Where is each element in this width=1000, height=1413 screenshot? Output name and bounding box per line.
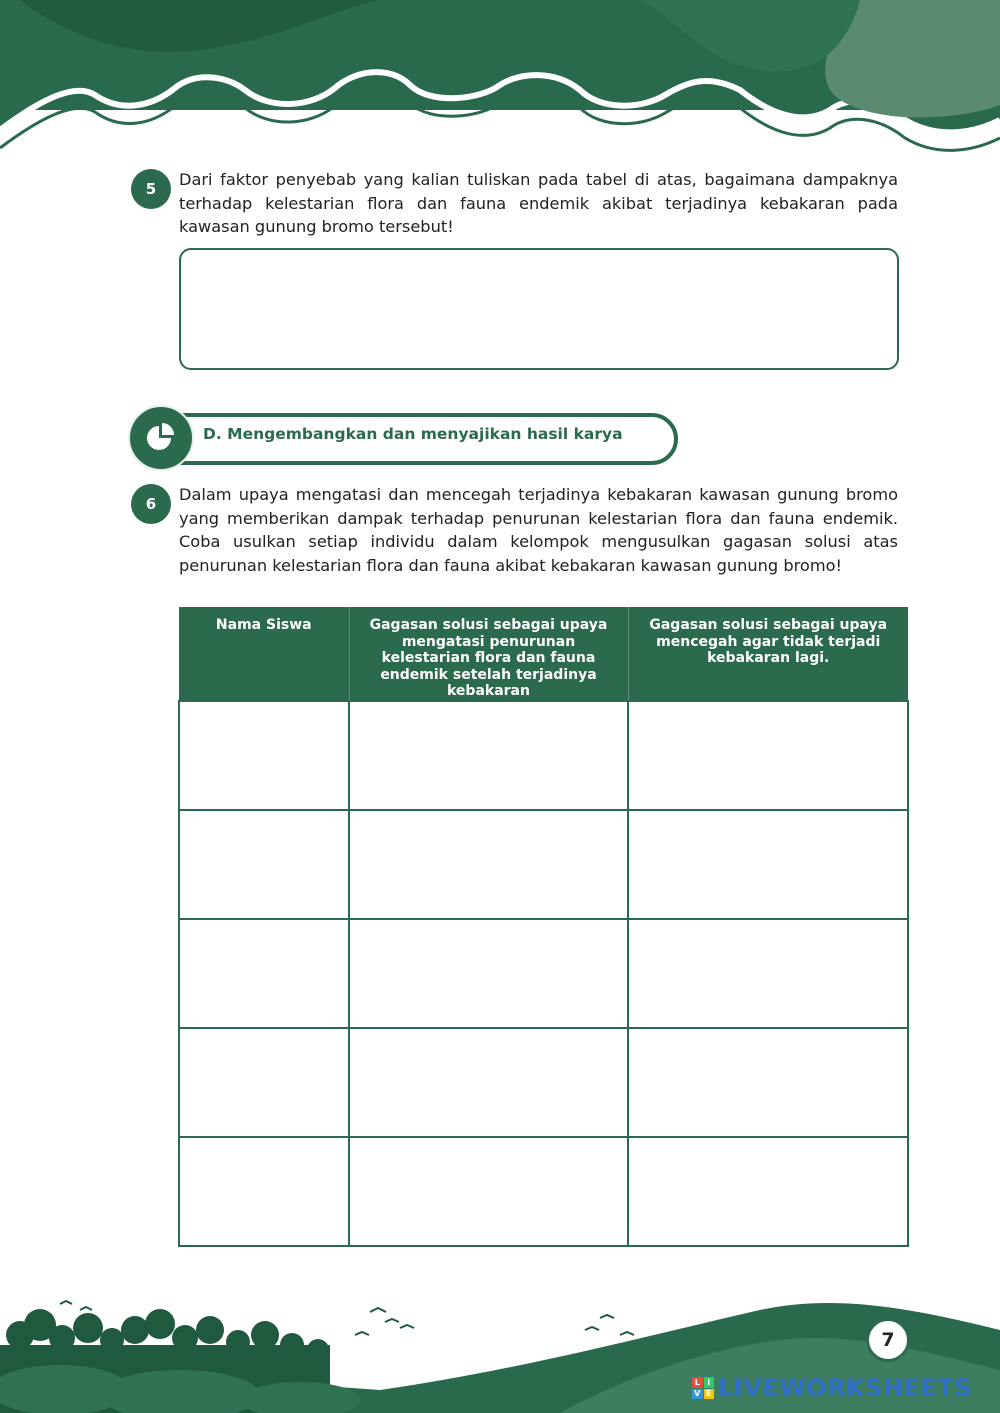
question-5-number: 5 — [131, 169, 171, 209]
question-5-text: Dari faktor penyebab yang kalian tuliskan pada tabel di atas, bagaimana dampaknya terhadap kelestarian flora dan fauna endemik akibat terjadinya kebakaran pada kawasan gunung bromo tersebut! — [179, 170, 898, 237]
student-name-cell[interactable] — [179, 810, 349, 919]
liveworksheets-logo-icon: L I V E — [692, 1377, 714, 1399]
prevent-solution-cell[interactable] — [628, 810, 908, 919]
question-6-text: Dalam upaya mengatasi dan mencegah terjadinya kebakaran kawasan gunung bromo yang memberikan dampak terhadap penurunan kelestarian flora dan fauna endemik. Coba usulkan setiap individu dalam kelompok mengusulkan gagasan solusi atas penurunan kelestarian flora dan fauna akibat kebakaran kawasan gunung bromo! — [179, 485, 898, 575]
table-row — [179, 701, 908, 810]
table-row — [179, 919, 908, 1028]
section-icon-circle — [128, 405, 194, 471]
overcome-solution-cell[interactable] — [349, 810, 628, 919]
overcome-solution-cell[interactable] — [349, 1028, 628, 1137]
overcome-solution-cell[interactable] — [349, 701, 628, 810]
watermark-text: LIVEWORKSHEETS — [718, 1374, 972, 1402]
student-name-cell[interactable] — [179, 1137, 349, 1246]
header-prevent-solution: Gagasan solusi sebagai upaya mencegah agar tidak terjadi kebakaran lagi. — [628, 607, 908, 701]
student-name-cell[interactable] — [179, 1028, 349, 1137]
table-row — [179, 1028, 908, 1137]
student-name-cell[interactable] — [179, 701, 349, 810]
header-student-name: Nama Siswa — [179, 607, 349, 701]
table-row — [179, 1137, 908, 1246]
pie-chart-icon — [130, 407, 192, 469]
question-6-number: 6 — [131, 484, 171, 524]
page-number: 7 — [866, 1318, 910, 1362]
header-wave-decoration — [0, 0, 1000, 160]
section-title: D. Mengembangkan dan menyajikan hasil karya — [203, 425, 623, 443]
student-name-cell[interactable] — [179, 919, 349, 1028]
liveworksheets-watermark — [692, 1374, 972, 1402]
overcome-solution-cell[interactable] — [349, 1137, 628, 1246]
table-row — [179, 810, 908, 919]
prevent-solution-cell[interactable] — [628, 1137, 908, 1246]
prevent-solution-cell[interactable] — [628, 701, 908, 810]
prevent-solution-cell[interactable] — [628, 1028, 908, 1137]
overcome-solution-cell[interactable] — [349, 919, 628, 1028]
prevent-solution-cell[interactable] — [628, 919, 908, 1028]
table-header-row — [179, 607, 908, 701]
header-overcome-solution: Gagasan solusi sebagai upaya mengatasi penurunan kelestarian flora dan fauna endemik setelah terjadinya kebakaran — [349, 607, 628, 701]
solutions-table — [178, 607, 909, 1247]
question-5-answer-box[interactable] — [179, 248, 899, 370]
